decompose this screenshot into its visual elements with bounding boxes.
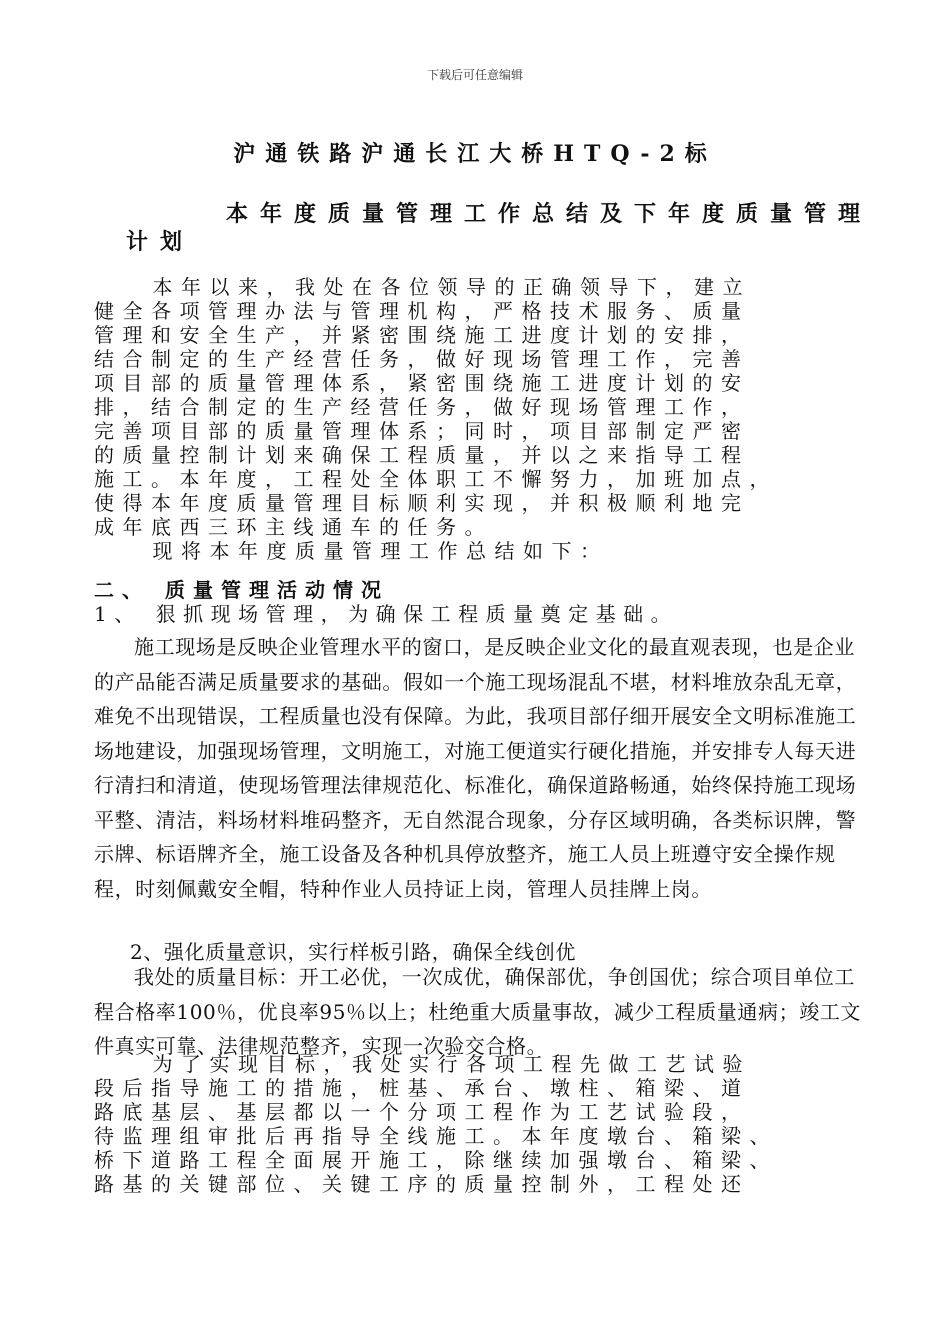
paragraph-quality-goals: 我处的质量目标：开工必优，一次成优，确保部优，争创国优；综合项目单位工程合格率100％，优良率95％以上；杜绝重大质量事故，减少工程质量通病；竣工文件真实可靠、法律规范整齐，实现一次验交合格。 [94, 965, 862, 1058]
intro-line: 现将本年度质量管理工作总结如下： [124, 539, 609, 563]
intro-line: 施工。本年度，工程处全体职工不懈努力，加班加点， [94, 467, 778, 491]
document-subtitle-continued: 计划 [126, 229, 195, 255]
para3-line: 桥下道路工程全面展开施工，除继续加强墩台、箱梁、 [94, 1148, 778, 1172]
intro-line: 项目部的质量管理体系，紧密围绕施工进度计划的安 [94, 371, 750, 395]
paragraph-site-management: 施工现场是反映企业管理水平的窗口，是反映企业文化的最直观表现，也是企业的产品能否满足质量要求的基础。假如一个施工现场混乱不堪，材料堆放杂乱无章，难免不出现错误，工程质量也没有保障。为此，我项目部仔细开展安全文明标准施工场地建设，加强现场管理，文明施工，对施工便道实行硬化措施，并安排专人每天进行清扫和清道，使现场管理法律规范化、标准化，确保道路畅通，始终保持施工现场平整、清洁，料场材料堆码整齐，无自然混合现象，分存区域明确，各类标识牌，警示牌、标语牌齐全，施工设备及各种机具停放整齐，施工人员上班遵守安全操作规程，时刻佩戴安全帽，特种作业人员持证上岗，管理人员挂牌上岗。 [94, 635, 857, 901]
intro-line: 使得本年度质量管理目标顺利实现，并积极顺利地完 [94, 491, 750, 515]
intro-paragraph [94, 275, 884, 563]
intro-line: 健全各项管理办法与管理机构，严格技术服务、质量 [94, 299, 750, 323]
intro-line: 结合制定的生产经营任务，做好现场管理工作，完善 [94, 347, 750, 371]
document-subtitle: 本年度质量管理工作总结及下年度质量管理 [226, 201, 873, 227]
intro-line: 成年底西三环主线通车的任务。 [94, 515, 493, 539]
header-note: 下载后可任意编辑 [426, 68, 523, 82]
para3-line: 待监理组审批后再指导全线施工。本年度墩台、箱梁、 [94, 1124, 778, 1148]
intro-line: 管理和安全生产，并紧密围绕施工进度计划的安排， [94, 323, 750, 347]
para3-line: 段后指导施工的措施，桩基、承台、墩柱、箱梁、道 [94, 1076, 750, 1100]
item1-heading: 1、 狠抓现场管理，为确保工程质量奠定基础。 [94, 602, 679, 626]
paragraph-trial-sections [94, 1052, 884, 1196]
para3-line: 为了实现目标，我处实行各项工程先做工艺试验 [124, 1052, 751, 1076]
intro-line: 本年以来，我处在各位领导的正确领导下，建立 [124, 275, 751, 299]
document-title: 沪通铁路沪通长江大桥HTQ-2标 [233, 141, 717, 167]
section-heading: 二、 质量管理活动情况 [94, 578, 389, 602]
intro-line: 的质量控制计划来确保工程质量，并以之来指导工程 [94, 443, 750, 467]
item2-heading: 2、强化质量意识，实行样板引路，确保全线创优 [130, 940, 576, 964]
intro-line: 排，结合制定的生产经营任务，做好现场管理工作， [94, 395, 750, 419]
para3-line: 路底基层、基层都以一个分项工程作为工艺试验段， [94, 1100, 750, 1124]
para3-line: 路基的关键部位、关键工序的质量控制外，工程处还 [94, 1172, 750, 1196]
intro-line: 完善项目部的质量管理体系；同时，项目部制定严密 [94, 419, 750, 443]
